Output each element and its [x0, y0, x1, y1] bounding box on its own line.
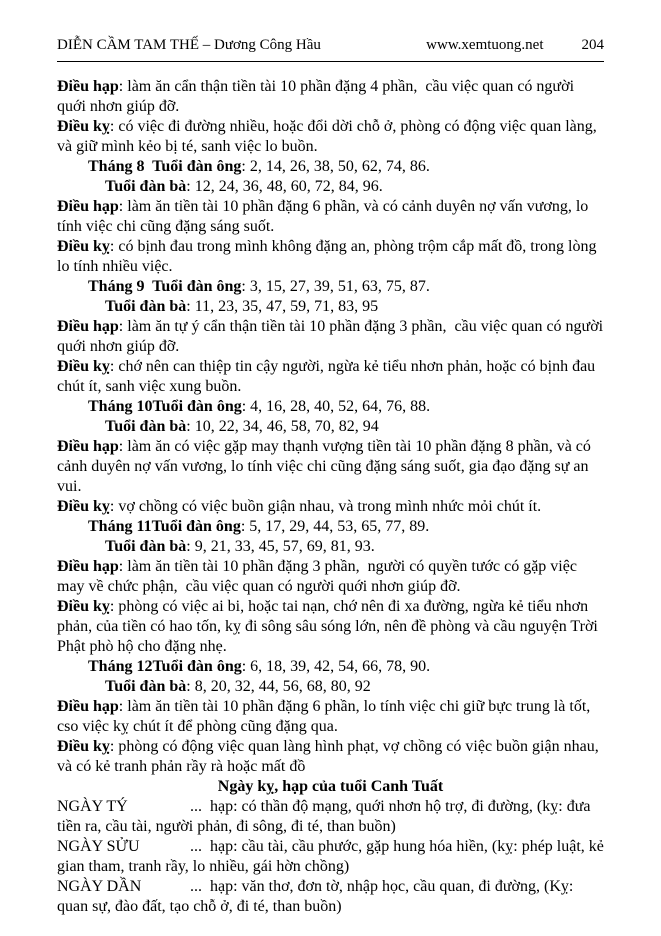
- paragraph-text: : làm ăn tiền tài 10 phần đặng 6 phần, lo tính việc chi giữ bực trung là tốt, cso việc kỵ chút ít để phòng cũng đặng qua.: [57, 698, 595, 735]
- paragraph: [57, 537, 604, 557]
- paragraph-label: Tháng 11Tuổi đàn ông: [88, 518, 241, 535]
- paragraph-label: Điều hạp: [57, 698, 119, 715]
- paragraph-text: : 12, 24, 36, 48, 60, 72, 84, 96.: [186, 178, 383, 195]
- paragraph-label: Điều kỵ: [57, 238, 110, 255]
- paragraph-label: Điều kỵ: [57, 118, 110, 135]
- paragraph: [57, 797, 604, 837]
- paragraph-text: : làm ăn tiền tài 10 phần đặng 3 phần, người có quyền tước có gặp việc may về chức phận, cầu việc quan có người quới nhơn giúp đỡ.: [57, 558, 581, 595]
- paragraph-text: : 9, 21, 33, 45, 57, 69, 81, 93.: [186, 538, 375, 555]
- paragraph: [57, 517, 604, 537]
- paragraph: [57, 657, 604, 677]
- paragraph: [57, 697, 604, 737]
- paragraph: [57, 297, 604, 317]
- paragraph-text: : phòng có động việc quan làng hình phạt, vợ chồng có việc buồn giận nhau, và có kẻ tranh phản rầy rà hoặc mất đồ: [57, 738, 603, 775]
- paragraph-text: : 2, 14, 26, 38, 50, 62, 74, 86.: [241, 158, 430, 175]
- paragraph-label: Điều hạp: [57, 198, 119, 215]
- paragraph-text: : có bịnh đau trong mình không đặng an, phòng trộm cắp mất đồ, trong lòng lo tính nhiều việc.: [57, 238, 601, 275]
- paragraph-label: Tháng 12Tuổi đàn ông: [88, 658, 242, 675]
- paragraph-text: : làm ăn tiền tài 10 phần đặng 6 phần, và có cảnh duyên nợ vấn vương, lo tính việc chi cũng đặng sáng suốt.: [57, 198, 593, 235]
- paragraph-text: ... hạp: văn thơ, đơn tờ, nhập học, cầu quan, đi đường, (Kỵ: quan sự, đào đất, tạo chỗ ở, đi té, than buồn): [57, 878, 578, 915]
- paragraph-text: ... hạp: có thần độ mạng, quới nhơn hộ trợ, đi đường, (kỵ: đưa tiền ra, cầu tài, người phản, đi sông, đi té, than buồn): [57, 798, 595, 835]
- page-number: 204: [581, 37, 604, 53]
- website-url: www.xemtuong.net: [426, 37, 544, 53]
- document-body: [57, 77, 608, 917]
- paragraph: [57, 357, 604, 397]
- paragraph-label: NGÀY DẦN: [57, 878, 142, 895]
- paragraph-text: : 5, 17, 29, 44, 53, 65, 77, 89.: [240, 518, 430, 535]
- paragraph-text: : làm ăn tự ý cẩn thận tiền tài 10 phần đặng 3 phần, cầu việc quan có người quới nhơn giúp đỡ.: [57, 318, 608, 355]
- paragraph-text: : chớ nên can thiệp tin cậy người, ngừa kẻ tiểu nhơn phản, hoặc có bịnh đau chút ít, sanh việc xung buồn.: [57, 358, 600, 395]
- paragraph: [57, 877, 604, 917]
- paragraph-text: : 6, 18, 39, 42, 54, 66, 78, 90.: [241, 658, 431, 675]
- paragraph: [57, 277, 604, 297]
- paragraph-label: Tuổi đàn bà: [105, 418, 187, 435]
- paragraph-text: : 8, 20, 32, 44, 56, 68, 80, 92: [186, 678, 371, 695]
- paragraph: [57, 197, 604, 237]
- paragraph: [57, 557, 604, 597]
- paragraph-label: Điều kỵ: [57, 738, 110, 755]
- paragraph: [57, 777, 604, 797]
- paragraph-label: Tuổi đàn bà: [105, 298, 187, 315]
- paragraph: [57, 317, 608, 357]
- paragraph: [57, 397, 604, 417]
- paragraph-text: : vợ chồng có việc buồn giận nhau, và trong mình nhức mỏi chút ít.: [109, 498, 542, 515]
- paragraph: [57, 177, 604, 197]
- paragraph-text: : 4, 16, 28, 40, 52, 64, 76, 88.: [241, 398, 431, 415]
- paragraph-text: Ngày kỵ, hạp của tuổi Canh Tuất: [217, 778, 444, 795]
- paragraph-text: : 10, 22, 34, 46, 58, 70, 82, 94: [186, 418, 379, 435]
- paragraph-label: Điều hạp: [57, 558, 119, 575]
- paragraph: [57, 157, 604, 177]
- paragraph: [57, 77, 604, 117]
- header-divider: [57, 61, 604, 62]
- paragraph-label: Tháng 9 Tuổi đàn ông: [88, 278, 242, 295]
- paragraph-text: : làm ăn cẩn thận tiền tài 10 phần đặng 4 phần, cầu việc quan có người quới nhơn giúp đỡ.: [57, 78, 579, 115]
- document-title: DIỄN CẦM TAM THẾ – Dương Công Hầu: [57, 37, 321, 53]
- paragraph-text: : làm ăn có việc gặp may thạnh vượng tiền tài 10 phần đặng 8 phần, và có cảnh duyên nợ vấn vương, lo tính việc chi cũng đặng sáng suốt, gia đạo đặng sự an vui.: [57, 438, 595, 495]
- paragraph: [57, 417, 604, 437]
- paragraph: [57, 237, 604, 277]
- paragraph-label: Tháng 8 Tuổi đàn ông: [88, 158, 242, 175]
- paragraph-label: Tháng 10Tuổi đàn ông: [88, 398, 242, 415]
- paragraph-label: Điều kỵ: [57, 358, 110, 375]
- paragraph-text: : 11, 23, 35, 47, 59, 71, 83, 95: [186, 298, 379, 315]
- paragraph-label: Tuổi đàn bà: [105, 678, 187, 695]
- paragraph-label: Điều kỵ: [57, 598, 110, 615]
- paragraph: [57, 737, 604, 777]
- paragraph-text: ... hạp: cầu tài, cầu phước, gặp hung hóa hiền, (kỵ: phép luật, kẻ gian tham, tranh rầy, lo nhiều, gái hờn chồng): [57, 838, 608, 875]
- page-header: [57, 36, 604, 61]
- paragraph-label: NGÀY TÝ: [57, 798, 128, 815]
- paragraph: [57, 117, 604, 157]
- paragraph-text: : phòng có việc ai bi, hoặc tai nạn, chớ nên đi xa đường, ngừa kẻ tiểu nhơn phản, của tiền có hao tốn, kỵ đi sông sâu sóng lớn, nên đề phòng và cầu nguyện Trời Phật phò hộ cho đặng nhẹ.: [57, 598, 602, 655]
- paragraph-label: Điều hạp: [57, 78, 119, 95]
- paragraph: [57, 837, 608, 877]
- paragraph-label: Điều hạp: [57, 438, 119, 455]
- paragraph: [57, 497, 604, 517]
- paragraph: [57, 677, 604, 697]
- paragraph-label: Tuổi đàn bà: [105, 178, 187, 195]
- paragraph: [57, 597, 604, 657]
- paragraph-text: : 3, 15, 27, 39, 51, 63, 75, 87.: [241, 278, 430, 295]
- paragraph-label: Điều kỵ: [57, 498, 110, 515]
- paragraph-label: NGÀY SỬU: [57, 838, 140, 855]
- paragraph-label: Điều hạp: [57, 318, 119, 335]
- paragraph-label: Tuổi đàn bà: [105, 538, 187, 555]
- paragraph-text: : có việc đi đường nhiều, hoặc đổi dời chỗ ở, phòng có động việc quan làng, và giữ mình kẻo bị té, sanh việc lo buồn.: [57, 118, 601, 155]
- paragraph: [57, 437, 604, 497]
